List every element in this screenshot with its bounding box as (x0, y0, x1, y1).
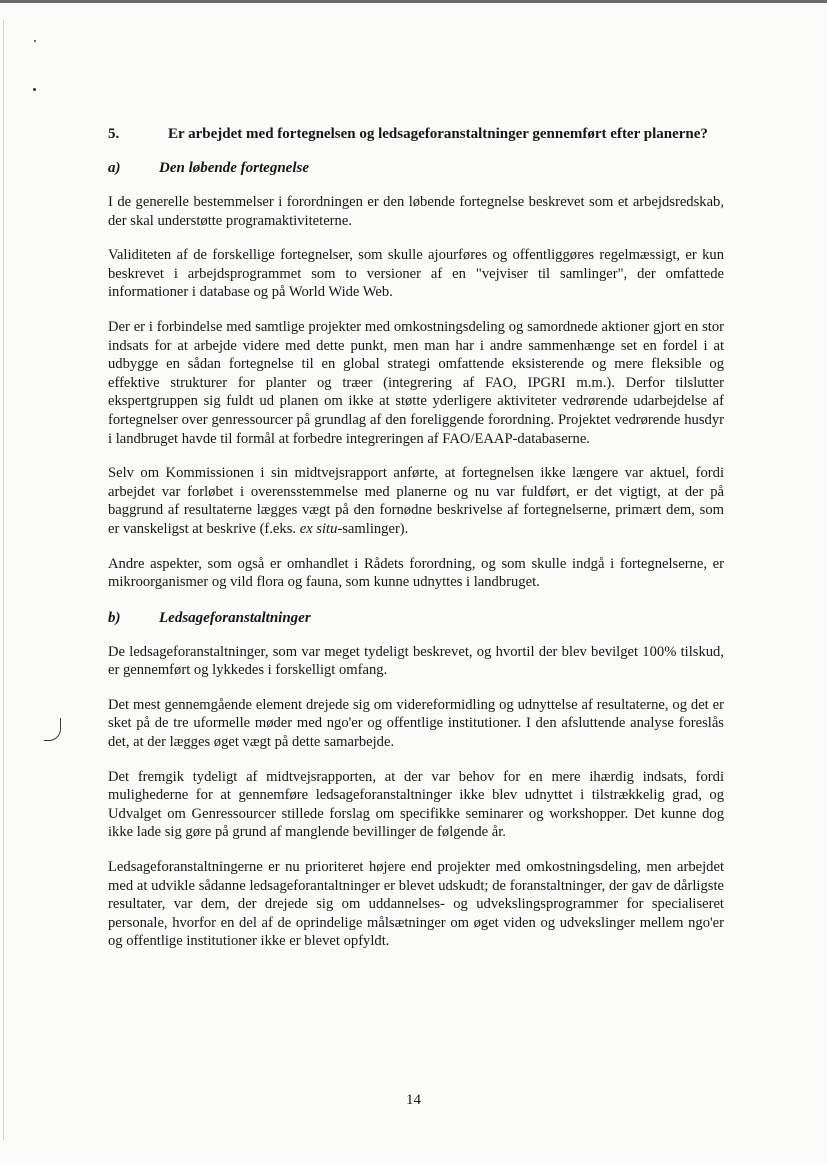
subsection-a-heading (108, 158, 724, 178)
paragraph (108, 464, 724, 538)
italic-term: ex situ (299, 520, 338, 537)
paragraph: Validiteten af de forskellige fortegnelser, som skulle ajourføres og offentliggøres regelmæssigt, er kun beskrevet i arbejdsprogrammet som to versioner af en "vejviser til samlinger", der omfattede informationer i database og på World Wide Web. (108, 247, 724, 301)
paragraph: Det fremgik tydeligt af midtvejsrapporten, at der var behov for en mere ihærdig indsats, fordi mulighederne for at gennemføre ledsageforanstaltninger ikke blev udnyttet i tilstrækkelig grad, og Udvalget om Genressourcer stillede forslag om specifikke seminarer og workshopper. Det kunne dog ikke lade sig gøre på grund af manglende bevillinger de følgende år. (108, 768, 724, 841)
section-heading (108, 124, 724, 144)
scan-speck (34, 40, 36, 42)
paragraph-text: -samlinger). (337, 520, 409, 537)
paragraph: Ledsageforanstaltningerne er nu prioriteret højere end projekter med omkostningsdeling, men arbejdet med at udvikle sådanne ledsageforantaltninger er blevet udskudt; de foranstaltninger, der gav de dårligste resultater, var dem, der drejede sig om uddannelses- og udvekslingsprogrammer for specialiseret personale, hvorfor en del af de oprindelige målsætninger om øget viden og udvekslinger mellem ngo'er og offentlige institutioner ikke er blevet opfyldt. (108, 859, 724, 950)
section-number: 5. (108, 126, 120, 142)
page-number: 14 (406, 1092, 421, 1108)
scan-left-edge (3, 20, 4, 1140)
paragraph: Andre aspekter, som også er omhandlet i Rådets forordning, og som skulle indgå i fortegnelserne, er mikroorganismer og vild flora og fauna, som kunne udnyttes i landbruget. (108, 555, 724, 591)
scan-top-edge (0, 0, 827, 3)
paragraph: Der er i forbindelse med samtlige projekter med omkostningsdeling og samordnede aktioner gjort en stor indsats for at arbejde videre med dette punkt, men man har i andre sammenhænge set en fordel i at udbygge en sådan fortegnelse til en global strategi omfattende eksisterende og mere fleksible og effektive strukturer for planter og træer (integrering af FAO, IPGRI m.m.). Derfor tilslutter ekspertgruppen sig fuldt ud planen om ikke at støtte yderligere aktiviteter vedrørende udarbejdelse af fortegnelser over genressourcer på grundlag af den foreliggende forordning. Projektet vedrørende husdyr i landbruget havde til formål at forbedre integreringen af FAO/EAAP-databaserne. (108, 318, 724, 447)
subsection-a-title: Den løbende fortegnelse (159, 160, 309, 176)
margin-mark (44, 718, 61, 741)
section-title: Er arbejdet med fortegnelsen og ledsageforanstaltninger gennemført efter planerne? (168, 126, 708, 142)
paragraph: Det mest gennemgående element drejede sig om videreformidling og udnyttelse af resultaterne, og det er sket på de tre uformelle møder med ngo'er og offentlige institutioner. I den afsluttende analyse foreslås det, at der lægges øget vægt på dette samarbejde. (108, 696, 724, 751)
paragraph: I de generelle bestemmelser i forordningen er den løbende fortegnelse beskrevet som et arbejdsredskab, der skal understøtte programaktiviteterne. (108, 194, 724, 229)
paragraph-text: Selv om Kommissionen i sin midtvejsrapport anførte, at fortegnelsen ikke længere var aktuel, fordi arbejdet var forløbet i overensstemmelse med planerne og nu var fuldført, er det vigtigt, at der på baggrund af resultaterne lægges vægt på den fornødne beskrivelse af fortegnelserne, primært dem, som er vanskeligst at beskrive (f.eks. (108, 465, 724, 537)
subsection-a-label: a) (108, 160, 121, 176)
document-body (108, 124, 724, 967)
paragraph: De ledsageforanstaltninger, som var meget tydeligt beskrevet, og hvortil der blev bevilget 100% tilskud, er gennemført og lykkedes i forskelligt omfang. (108, 643, 724, 679)
subsection-b-label: b) (108, 609, 121, 626)
subsection-b-title: Ledsageforanstaltninger (159, 609, 311, 626)
subsection-b-heading (108, 608, 724, 628)
scan-speck (33, 88, 36, 91)
